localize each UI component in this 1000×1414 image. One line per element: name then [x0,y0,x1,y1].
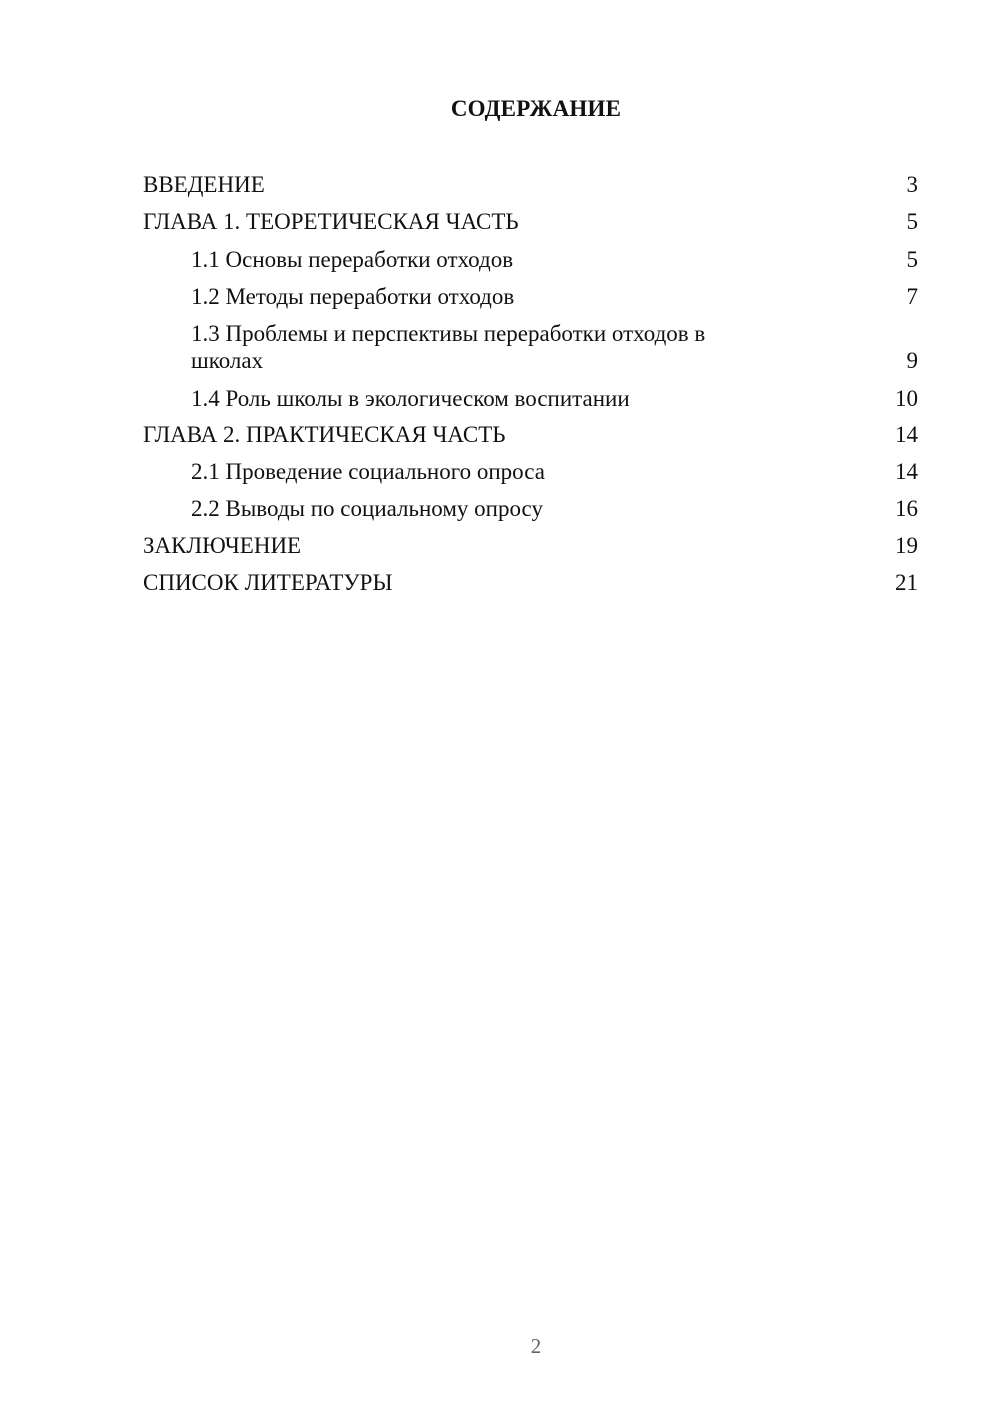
toc-entry-page: 9 [906,348,918,373]
toc-entry-label: 1.1 Основы переработки отходов [191,247,514,272]
toc-entry-label: СПИСОК ЛИТЕРАТУРЫ [143,570,393,595]
toc-entry-page: 3 [906,172,918,197]
toc-entry-label: ГЛАВА 2. ПРАКТИЧЕСКАЯ ЧАСТЬ [143,422,506,447]
toc-entry-page: 19 [895,533,918,558]
toc-title: СОДЕРЖАНИЕ [450,96,622,121]
toc-entry-section-1-3 [0,320,1000,376]
page-number: 2 [530,1334,542,1358]
toc-entry-page: 16 [895,496,918,521]
toc-entry-label: 2.1 Проведение социального опроса [191,459,545,484]
toc-entry-page: 14 [895,422,918,447]
toc-entry-page: 5 [906,209,918,234]
toc-entry-label: ГЛАВА 1. ТЕОРЕТИЧЕСКАЯ ЧАСТЬ [143,209,519,234]
toc-entry-label: 1.4 Роль школы в экологическом воспитании [191,386,630,411]
toc-entry-page: 14 [895,459,918,484]
toc-entry-label: 2.2 Выводы по социальному опросу [191,496,543,521]
toc-entry-page: 21 [895,570,918,595]
toc-entry-page: 5 [906,247,918,272]
toc-entry-label: 1.3 Проблемы и перспективы переработки отходов в школах [191,321,706,373]
toc-entry-label: ЗАКЛЮЧЕНИЕ [143,533,302,558]
toc-entry-page: 7 [906,284,918,309]
toc-entry-label: ВВЕДЕНИЕ [143,172,265,197]
toc-entry-page: 10 [895,386,918,411]
toc-entry-label: 1.2 Методы переработки отходов [191,284,515,309]
